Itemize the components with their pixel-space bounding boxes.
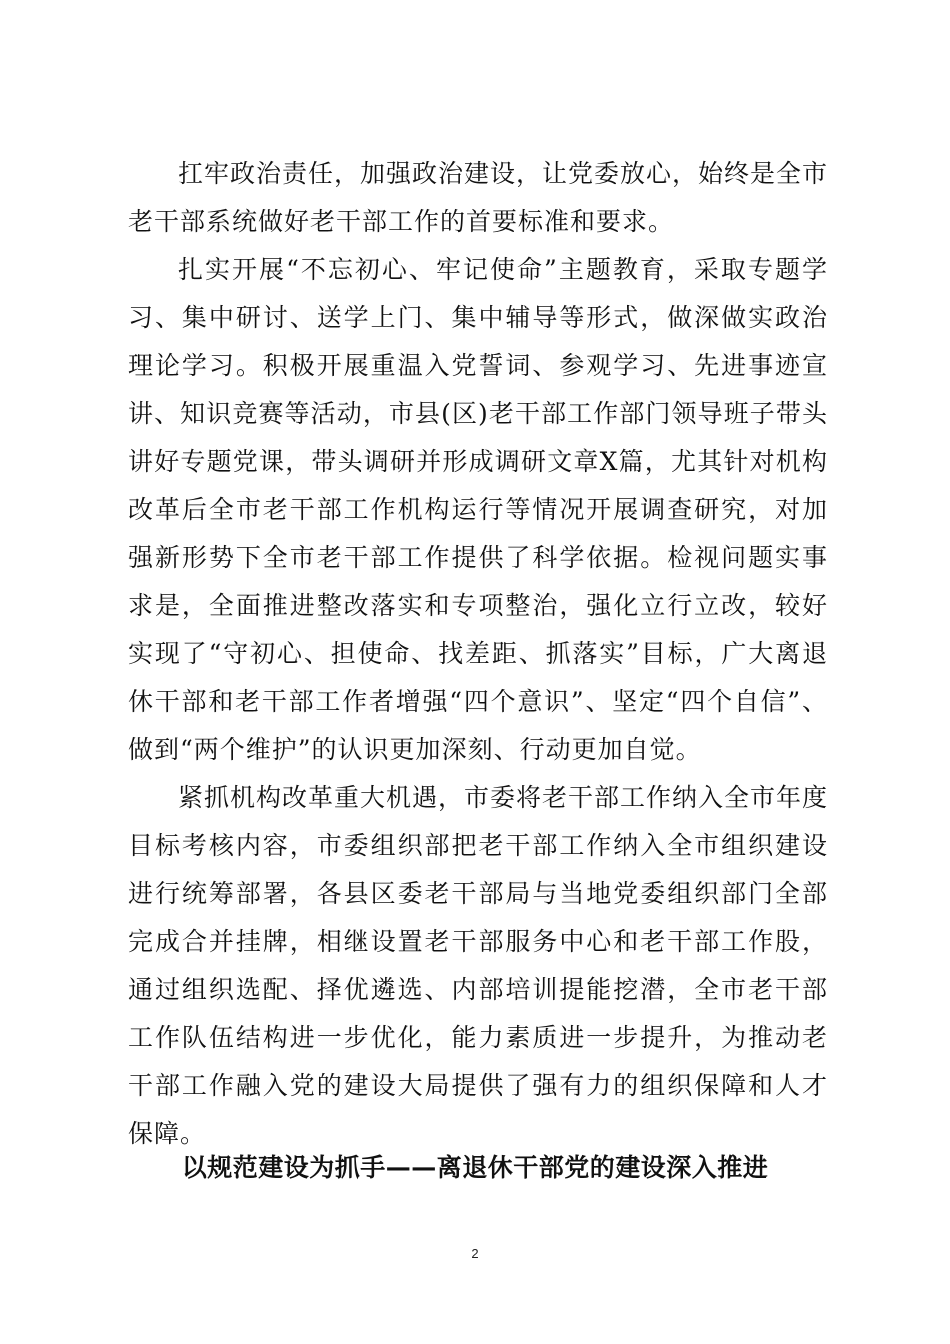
- paragraph-institutional-reform: 紧抓机构改革重大机遇，市委将老干部工作纳入全市年度目标考核内容，市委组织部把老干部工作纳入全市组织建设进行统筹部署，各县区委老干部局与当地党委组织部门全部完成合并挂牌，相继设置老干部服务中心和老干部工作股，通过组织选配、择优遴选、内部培训提能挖潜，全市老干部工作队伍结构进一步优化，能力素质进一步提升，为推动老干部工作融入党的建设大局提供了强有力的组织保障和人才保障。: [128, 783, 829, 1148]
- page-number: 2: [471, 1246, 479, 1261]
- section-heading: 以规范建设为抓手——离退休干部党的建设深入推进: [181, 1153, 769, 1182]
- paragraph-theme-education: 扎实开展“不忘初心、牢记使命”主题教育，采取专题学习、集中研讨、送学上门、集中辅导等形式，做深做实政治理论学习。积极开展重温入党誓词、参观学习、先进事迹宣讲、知识竞赛等活动，市县(区)老干部工作部门领导班子带头讲好专题党课，带头调研并形成调研文章X篇，尤其针对机构改革后全市老干部工作机构运行等情况开展调查研究，对加强新形势下全市老干部工作提供了科学依据。检视问题实事求是，全面推进整改落实和专项整治，强化立行立改，较好实现了“守初心、担使命、找差距、抓落实”目标，广大离退休干部和老干部工作者增强“四个意识”、坚定“四个自信”、做到“两个维护”的认识更加深刻、行动更加自觉。: [128, 255, 828, 764]
- body-text: [128, 150, 828, 1158]
- paragraph-political-responsibility: 扛牢政治责任，加强政治建设，让党委放心，始终是全市老干部系统做好老干部工作的首要标准和要求。: [128, 159, 829, 236]
